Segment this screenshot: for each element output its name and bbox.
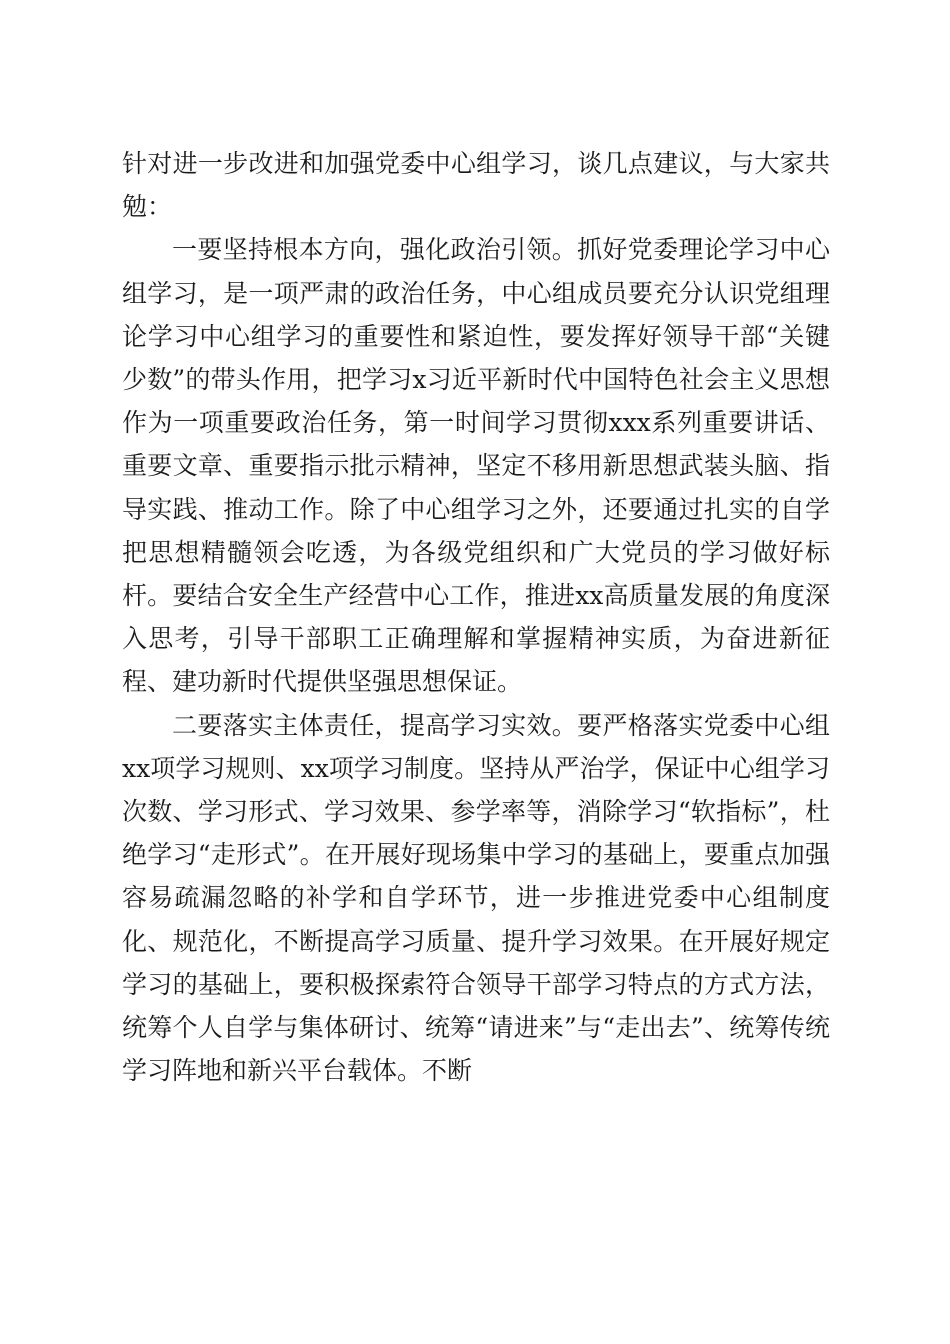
point-one-paragraph: 一要坚持根本方向，强化政治引领。抓好党委理论学习中心组学习，是一项严肃的政治任务，中心组成员要充分认识党组理论学习中心组学习的重要性和紧迫性，要发挥好领导干部“关键少数”的带头作用，把学习x习近平新时代中国特色社会主义思想作为一项重要政治任务，第一时间学习贯彻xxx系列重要讲话、重要文章、重要指示批示精神，坚定不移用新思想武装头脑、指导实践、推动工作。除了中心组学习之外，还要通过扎实的自学把思想精髓领会吃透，为各级党组织和广大党员的学习做好标杆。要结合安全生产经营中心工作，推进xx高质量发展的角度深入思考，引导干部职工正确理解和掌握精神实质，为奋进新征程、建功新时代提供坚强思想保证。: [122, 235, 830, 697]
document-body: [122, 142, 830, 1092]
point-two-paragraph: 二要落实主体责任，提高学习实效。要严格落实党委中心组xx项学习规则、xx项学习制度。坚持从严治学，保证中心组学习次数、学习形式、学习效果、参学率等，消除学习“软指标”，杜绝学习“走形式”。在开展好现场集中学习的基础上，要重点加强容易疏漏忽略的补学和自学环节，进一步推进党委中心组制度化、规范化，不断提高学习质量、提升学习效果。在开展好规定学习的基础上，要积极探索符合领导干部学习特点的方式方法，统筹个人自学与集体研讨、统筹“请进来”与“走出去”、统筹传统学习阵地和新兴平台载体。不断: [122, 710, 830, 1086]
intro-paragraph: 针对进一步改进和加强党委中心组学习，谈几点建议，与大家共勉：: [122, 149, 830, 222]
